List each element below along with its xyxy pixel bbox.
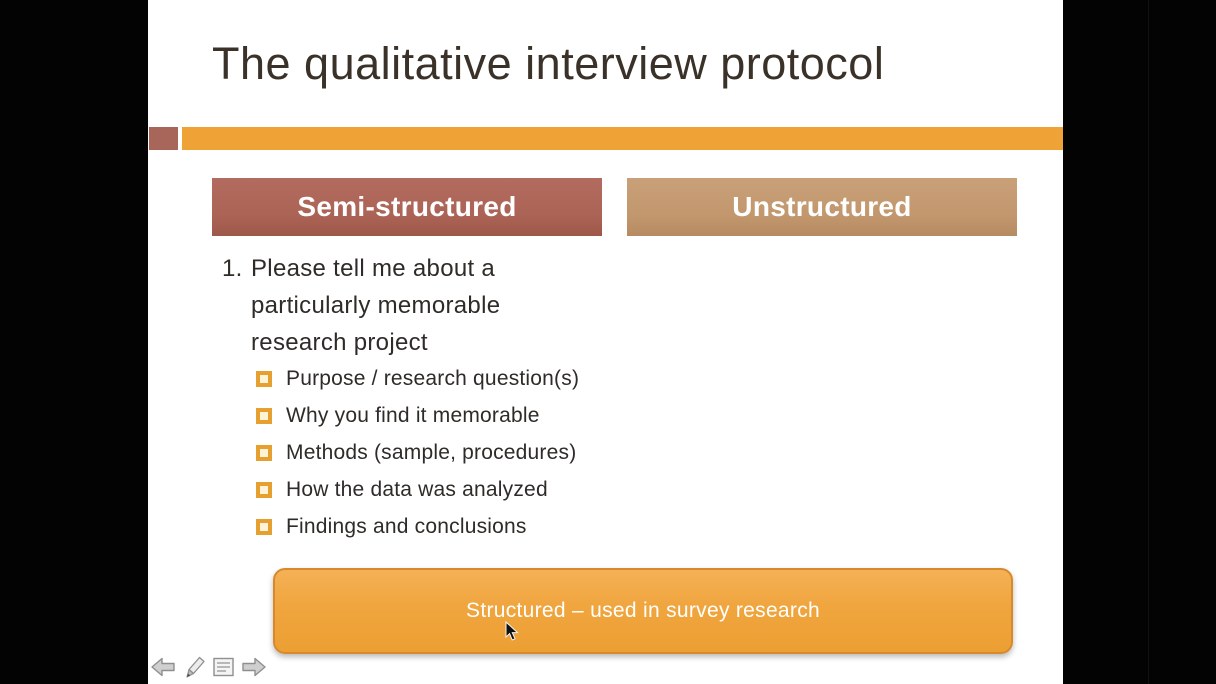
frame-edge-divider [1148,0,1149,684]
square-bullet-icon [256,408,272,424]
previous-slide-arrow-icon [150,655,177,680]
callout-text: Structured – used in survey research [466,599,820,622]
accent-orange-bar [182,127,1063,150]
list-item [256,360,579,397]
bullet-text: Findings and conclusions [286,514,527,538]
next-slide-arrow-icon [240,655,267,680]
square-bullet-icon [256,371,272,387]
list-number: 1. [222,255,243,282]
list-item [256,434,579,471]
callout-structured [273,568,1013,654]
slide-title: The qualitative interview protocol [212,38,885,89]
square-bullet-icon [256,482,272,498]
next-slide-button[interactable] [240,655,267,680]
presentation-slide [148,0,1063,684]
pen-annotate-button[interactable] [180,655,207,680]
bullet-text: How the data was analyzed [286,477,548,501]
pen-icon [180,655,207,680]
slideshow-nav-toolbar [150,655,267,680]
square-bullet-icon [256,519,272,535]
square-bullet-icon [256,445,272,461]
list-item [256,471,579,508]
bullet-text: Purpose / research question(s) [286,366,580,390]
slide-menu-button[interactable] [210,655,237,680]
column-header-unstructured-label: Unstructured [732,191,912,222]
column-header-unstructured [627,178,1017,236]
slide-menu-icon [210,655,237,680]
accent-red-block [149,127,178,150]
column-header-semi-structured-label: Semi-structured [297,191,517,222]
bullet-list [256,360,579,545]
numbered-item-text: Please tell me about a particularly memorable research project [251,255,501,356]
bullet-text: Why you find it memorable [286,403,540,427]
list-item [256,397,579,434]
numbered-list-item [222,250,500,361]
previous-slide-button[interactable] [150,655,177,680]
list-item [256,508,579,545]
column-header-semi-structured [212,178,602,236]
bullet-text: Methods (sample, procedures) [286,440,577,464]
